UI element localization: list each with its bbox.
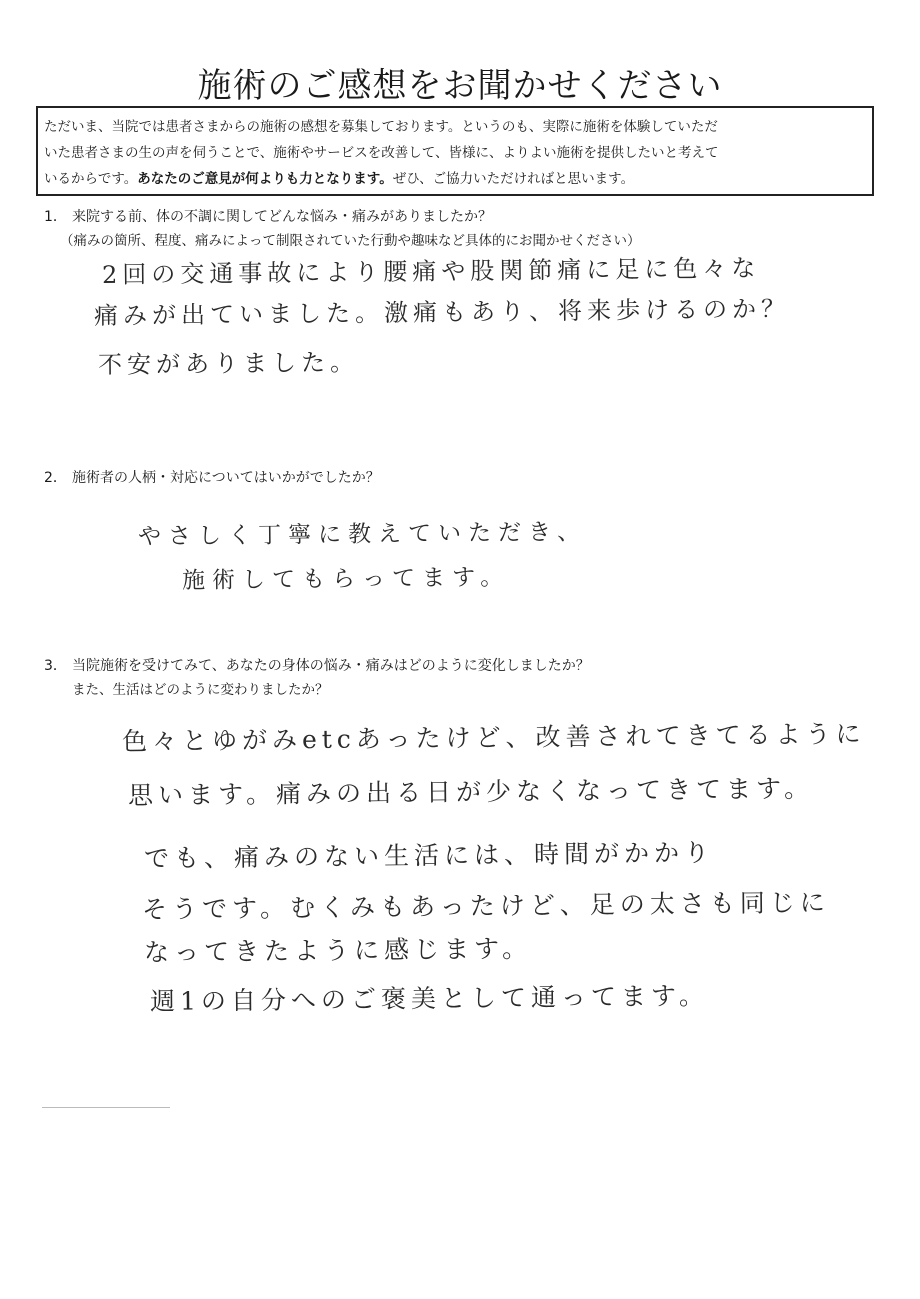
answer-line: 施術してもらってます。 xyxy=(181,564,511,594)
question-1-sub: （痛みの箇所、程度、痛みによって制限されていた行動や趣味など具体的にお聞かせください） xyxy=(60,233,641,249)
question-3 xyxy=(44,655,590,677)
intro-text: いるからです。 xyxy=(44,171,138,187)
question-text: 施術者の人柄・対応についてはいかがでしたか？ xyxy=(72,470,380,486)
question-text: 当院施術を受けてみて、あなたの身体の悩み・痛みはどのように変化しましたか？ xyxy=(72,658,590,674)
answer-line: そうです。むくみもあったけど、足の太さも同じに xyxy=(141,887,830,924)
intro-line xyxy=(44,166,864,192)
question-3-sub: また、生活はどのように変わりましたか？ xyxy=(72,682,329,698)
question-1 xyxy=(44,206,492,228)
question-number: 2． xyxy=(44,470,67,486)
intro-line: いた患者さまの生の声を伺うことで、施術やサービスを改善して、皆様に、よりよい施術を提供したいと考えて xyxy=(44,145,719,161)
answer-line: 痛みが出ていました。激痛もあり、将来歩けるのか？ xyxy=(93,294,791,330)
answer-line: 不安がありました。 xyxy=(97,348,360,379)
intro-text: ぜひ、ご協力いただければと思います。 xyxy=(392,171,635,187)
intro-line: ただいま、当院では患者さまからの施術の感想を募集しております。というのも、実際に施術を体験していただ xyxy=(44,119,718,135)
answer-line: なってきたように感じます。 xyxy=(143,933,533,967)
answer-line: 色々とゆがみetcあったけど、改善されてきてるように xyxy=(121,719,866,756)
question-text: 来院する前、体の不調に関してどんな悩み・痛みがありましたか？ xyxy=(72,209,492,225)
answer-line: やさしく丁寧に教えていただき、 xyxy=(137,519,588,550)
intro-emphasis: あなたのご意見が何よりも力となります。 xyxy=(137,171,393,187)
answer-line: でも、痛みのない生活には、時間がかかり xyxy=(143,838,715,873)
question-number: 3． xyxy=(44,658,67,674)
divider xyxy=(42,1107,170,1108)
question-2 xyxy=(44,467,380,489)
page-title: 施術のご感想をお聞かせください xyxy=(197,66,723,106)
answer-line: 2回の交通事故により腰痛や股関節痛に足に色々な xyxy=(101,254,761,289)
intro-box xyxy=(36,106,874,196)
answer-line: 週1の自分へのご褒美として通ってます。 xyxy=(149,981,710,1016)
question-number: 1． xyxy=(44,209,67,225)
answer-line: 思います。痛みの出る日が少なくなってきてます。 xyxy=(127,773,815,810)
